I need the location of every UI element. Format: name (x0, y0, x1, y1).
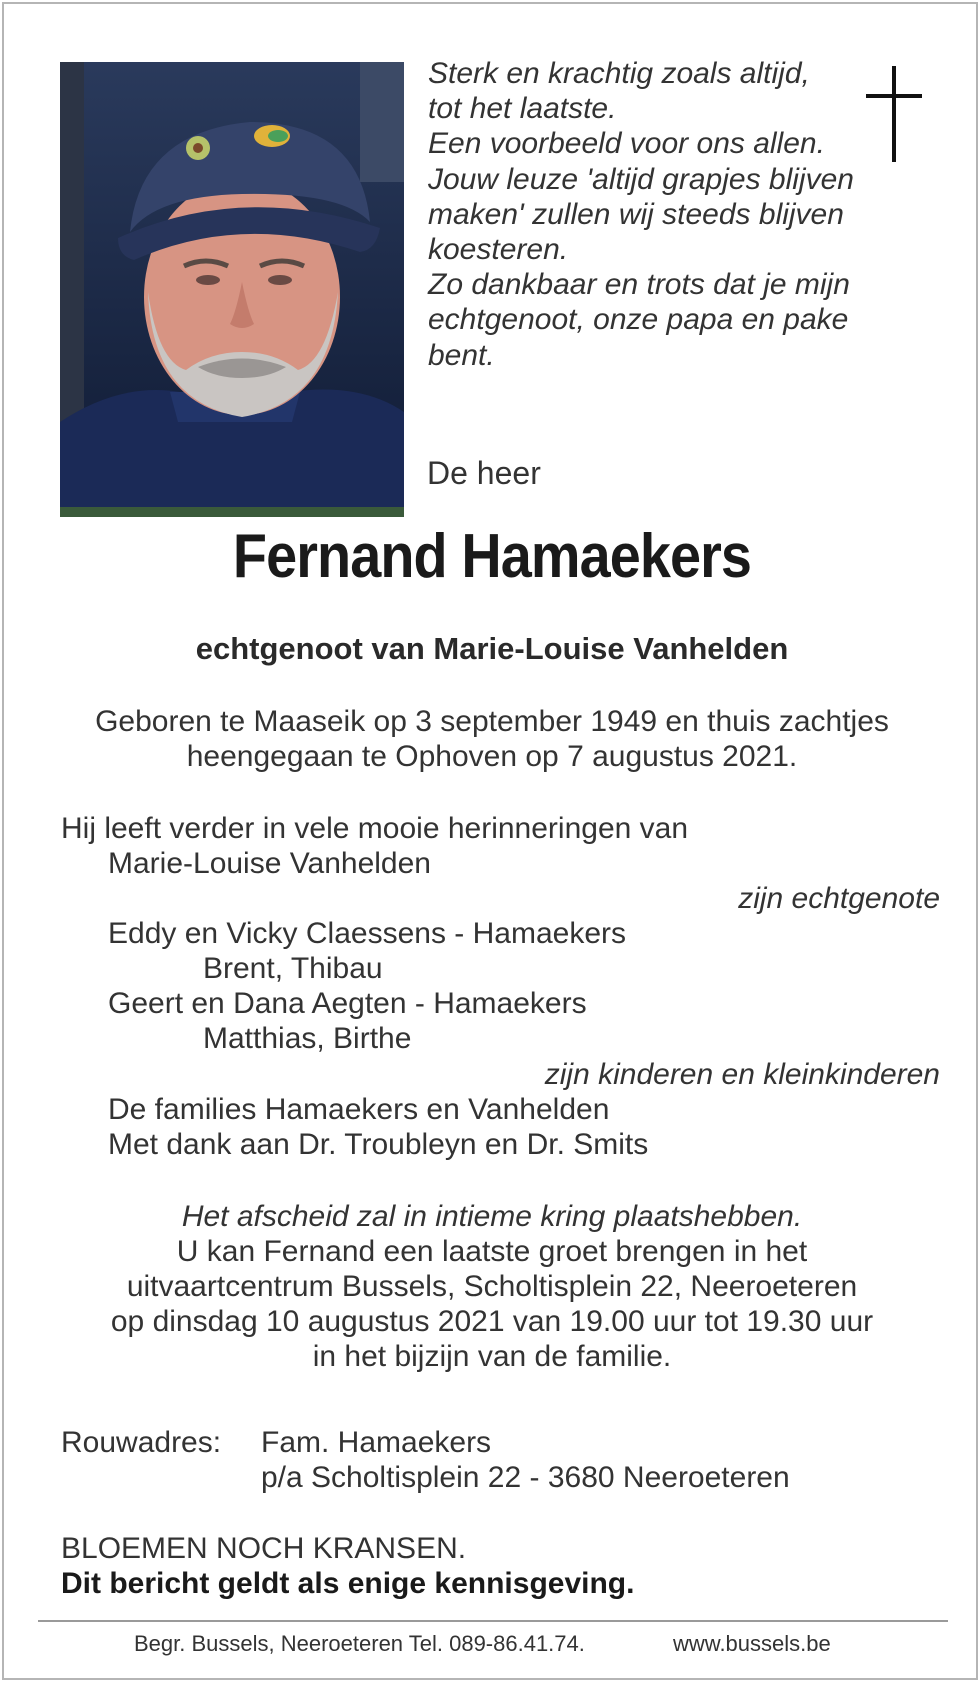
notice-line: Dit bericht geldt als enige kennisgeving. (61, 1567, 635, 1600)
poem (428, 56, 898, 373)
child-1: Eddy en Vicky Claessens - Hamaekers (108, 917, 626, 950)
undertaker-info: Begr. Bussels, Neeroeteren Tel. 089-86.41.74. (134, 1631, 585, 1656)
birth-line: Geboren te Maaseik op 3 september 1949 en thuis zachtjes (95, 705, 889, 738)
thanks-line: Met dank aan Dr. Troubleyn en Dr. Smits (108, 1128, 649, 1161)
footer-divider (38, 1620, 948, 1622)
families-line: De families Hamaekers en Vanhelden (108, 1093, 610, 1126)
spouse-name: Marie-Louise Vanhelden (108, 847, 431, 880)
farewell-line: uitvaartcentrum Bussels, Scholtisplein 22, Neeroeteren (126, 1270, 858, 1303)
farewell-line: in het bijzijn van de familie. (312, 1340, 672, 1373)
spouse-line: echtgenoot van Marie-Louise Vanhelden (195, 631, 789, 666)
poem-line: tot het laatste. (428, 92, 617, 126)
obituary-card (2, 2, 978, 1680)
farewell-line: U kan Fernand een laatste groet brengen in het (176, 1235, 808, 1268)
address-line-1: Fam. Hamaekers (261, 1426, 492, 1459)
poem-line: maken' zullen wij steeds blijven (428, 197, 844, 231)
address-label: Rouwadres: (61, 1426, 222, 1459)
poem-line: Jouw leuze 'altijd grapjes blijven (428, 162, 854, 196)
grandchildren-2: Matthias, Birthe (203, 1022, 412, 1055)
poem-line: Een voorbeeld voor ons allen. (428, 127, 825, 161)
death-line: heengegaan te Ophoven op 7 augustus 2021. (186, 740, 798, 773)
farewell-intimate: Het afscheid zal in intieme kring plaatshebben. (181, 1200, 803, 1233)
memories-intro: Hij leeft verder in vele mooie herinneringen van (61, 812, 689, 845)
flowers-notice: BLOEMEN NOCH KRANSEN. (61, 1532, 467, 1565)
portrait-photo (60, 62, 404, 517)
children-role: zijn kinderen en kleinkinderen (544, 1058, 940, 1091)
farewell-line: op dinsdag 10 augustus 2021 van 19.00 uur tot 19.30 uur (110, 1305, 874, 1338)
child-2: Geert en Dana Aegten - Hamaekers (108, 987, 587, 1020)
spouse-role: zijn echtgenote (738, 882, 940, 915)
poem-line: echtgenoot, onze papa en pake (428, 303, 849, 337)
deceased-name: Fernand Hamaekers (232, 522, 752, 591)
address-line-2: p/a Scholtisplein 22 - 3680 Neeroeteren (261, 1461, 790, 1494)
cross-icon (866, 66, 922, 167)
poem-line: bent. (428, 338, 495, 372)
poem-line: Zo dankbaar en trots dat je mijn (428, 268, 850, 302)
website-link[interactable]: www.bussels.be (673, 1631, 831, 1656)
title-prefix: De heer (427, 455, 541, 491)
poem-line: Sterk en krachtig zoals altijd, (428, 57, 810, 90)
grandchildren-1: Brent, Thibau (203, 952, 383, 985)
poem-line: koesteren. (428, 233, 569, 267)
